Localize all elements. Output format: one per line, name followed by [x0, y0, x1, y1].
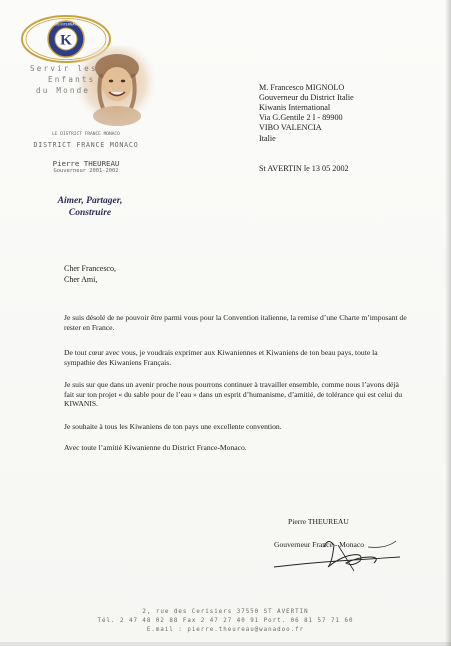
page-bottom-edge	[0, 642, 451, 646]
body-paragraph: Avec toute l’amitié Kiwanienne du District France-Monaco.	[64, 443, 247, 452]
logo-text: KIWANIS INTERNATIONAL	[46, 22, 86, 27]
footer-address: 2, rue des Cerisiers 37550 ST AVERTIN	[142, 609, 309, 615]
body-paragraph: Je suis sur que dans un avenir proche nous pourrons continuer à travailler ensemble, comme nous l’avons déjà fait sur ton projet « du sable pour de l’eau » dans un esprit d’humanisme, d’amitié, de tolérance qui est celui du KIWANIS.	[64, 380, 403, 409]
district-name: DISTRICT FRANCE MONACO	[33, 141, 139, 149]
handwritten-signature	[268, 527, 408, 577]
footer-phone: Tél. 2 47 48 02 88 Fax 2 47 27 40 91 Port. 06 81 57 71 60	[97, 618, 354, 624]
body-paragraph: De tout cœur avec vous, je voudrais exprimer aux Kiwaniennes et Kiwaniens de ton beau pays, toute la sympathie des Kiwaniens Français.	[64, 348, 378, 367]
governor-name: Pierre THEUREAU	[52, 159, 120, 168]
governor-role: Gouverneur 2001-2002	[53, 168, 119, 174]
salutation-line: Cher Ami,	[64, 275, 98, 284]
signature-title: Gouverneur France - Monaco	[274, 540, 365, 549]
recipient-line: Gouverneur du District Italie	[259, 93, 354, 102]
recipient-line: Kiwanis International	[259, 103, 331, 112]
date-line: St AVERTIN le 13 05 2002	[259, 164, 349, 173]
salutation-line: Cher Francesco,	[64, 264, 116, 273]
slogan-line-2: Enfants	[48, 75, 96, 84]
slogan-line-3: du Monde	[36, 86, 91, 95]
slogan-line-1: Servir les	[30, 64, 98, 73]
recipient-line: Italie	[259, 134, 276, 143]
motto-line-2: Construire	[68, 208, 112, 218]
logo-letter: K	[60, 32, 72, 49]
body-paragraph: Je suis désolé de ne pouvoir être parmi vous pour la Convention italienne, la remise d’une Charte m’imposant de rester en France.	[64, 313, 407, 332]
page-edge-shadow	[445, 0, 451, 646]
footer-email: E.mail : pierre.theureau@wanadoo.fr	[146, 627, 305, 633]
body-paragraph: Je souhaite à tous les Kiwaniens de ton pays une excellente convention.	[64, 422, 282, 431]
signature-name: Pierre THEUREAU	[288, 517, 349, 526]
recipient-line: M. Francesco MIGNOLO	[259, 83, 345, 92]
recipient-line: VIBO VALENCIA	[259, 123, 322, 132]
district-kicker: LE DISTRICT FRANCE MONACO	[52, 132, 120, 137]
motto-line-1: Aimer, Partager,	[57, 196, 123, 206]
recipient-line: Via G.Gentile 2 I - 89900	[259, 113, 343, 122]
